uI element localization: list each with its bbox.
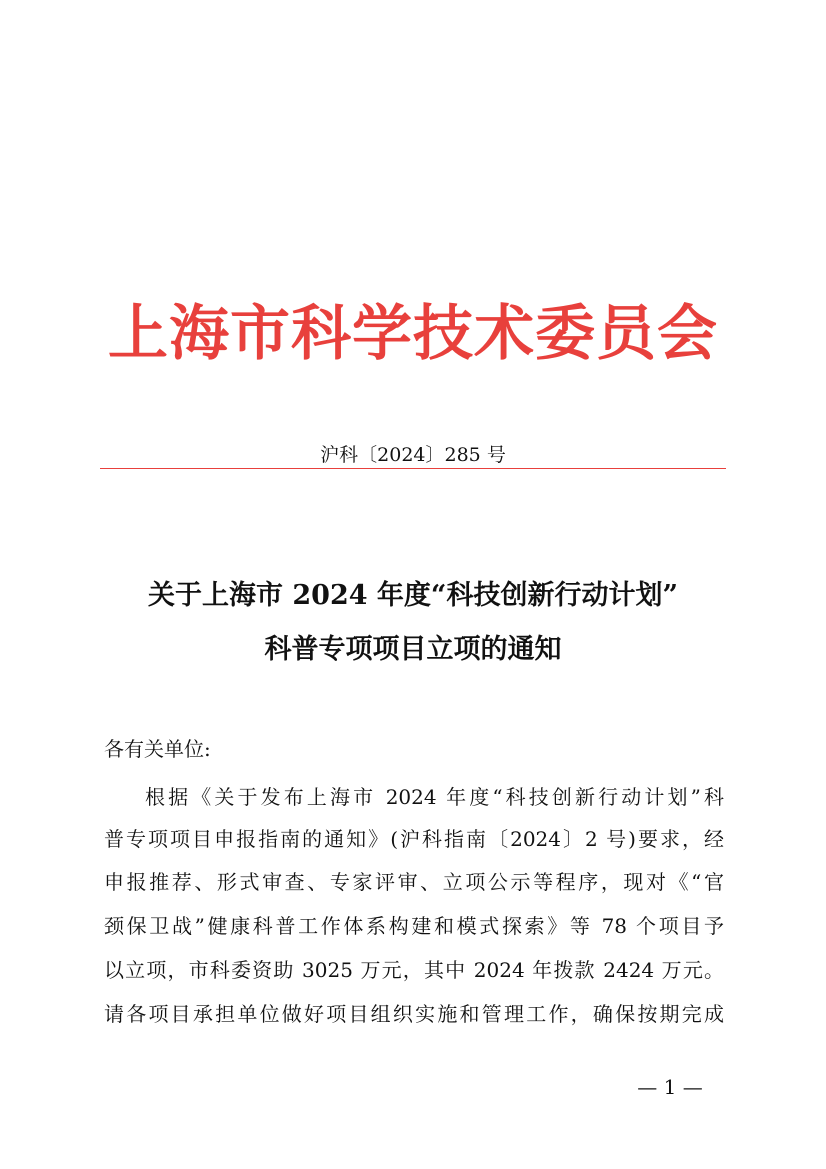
page-number: — 1 —: [637, 1075, 703, 1099]
body-paragraph-line: 申报推荐、形式审查、专家评审、立项公示等程序，现对《“官: [104, 870, 724, 894]
notice-title-line-1: 关于上海市 2024 年度“科技创新行动计划”: [147, 580, 678, 611]
body-paragraph-line: 普专项项目申报指南的通知》(沪科指南〔2024〕2 号)要求，经: [104, 827, 724, 851]
letterhead-divider: [100, 468, 726, 469]
document-number: 沪科〔2024〕285 号: [320, 444, 506, 466]
salutation: 各有关单位:: [104, 737, 211, 761]
body-paragraph-line: 请各项目承担单位做好项目组织实施和管理工作，确保按期完成: [104, 1002, 724, 1026]
notice-title-line-2: 科普专项项目立项的通知: [264, 634, 562, 665]
body-paragraph-line: 根据《关于发布上海市 2024 年度“科技创新行动计划”科: [145, 785, 724, 809]
body-paragraph-line: 颈保卫战”健康科普工作体系构建和模式探索》等 78 个项目予: [104, 914, 724, 938]
body-paragraph-line: 以立项，市科委资助 3025 万元，其中 2024 年拨款 2424 万元。: [104, 958, 724, 982]
organization-letterhead: 上海市科学技术委员会: [108, 299, 718, 369]
